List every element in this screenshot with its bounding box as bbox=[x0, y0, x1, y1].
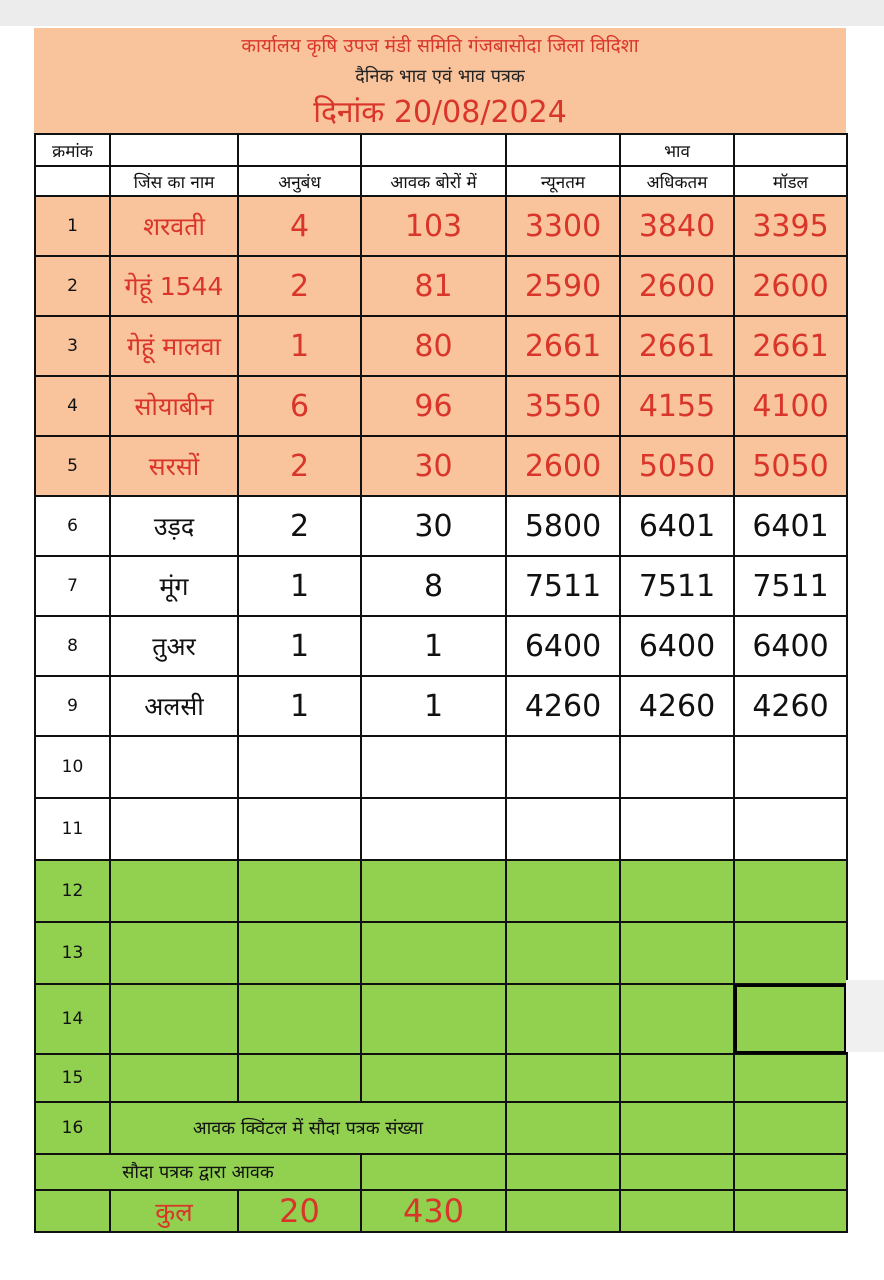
serial-cell: 14 bbox=[35, 984, 110, 1054]
modal-price-cell: 5050 bbox=[734, 436, 847, 496]
contract-header: अनुबंध bbox=[238, 166, 361, 196]
contract-cell: 6 bbox=[238, 376, 361, 436]
arrival-cell: 1 bbox=[361, 676, 506, 736]
serial-cell: 13 bbox=[35, 922, 110, 984]
commodity-header: जिंस का नाम bbox=[110, 166, 238, 196]
empty-cell bbox=[734, 1102, 847, 1154]
price-group-header: भाव bbox=[620, 134, 734, 166]
contract-cell: 1 bbox=[238, 556, 361, 616]
table-row bbox=[35, 676, 847, 736]
modal-price-cell: 6401 bbox=[734, 496, 847, 556]
max-price-cell: 2661 bbox=[620, 316, 734, 376]
modal-header: मॉडल bbox=[734, 166, 847, 196]
commodity-cell: गेहूं मालवा bbox=[110, 316, 238, 376]
total-label: कुल bbox=[110, 1190, 238, 1232]
serial-header: क्रमांक bbox=[35, 134, 110, 166]
empty-cell bbox=[620, 922, 734, 984]
commodity-cell: सोयाबीन bbox=[110, 376, 238, 436]
commodity-cell: सरसों bbox=[110, 436, 238, 496]
total-row bbox=[35, 1190, 847, 1232]
empty-cell bbox=[620, 984, 734, 1054]
min-price-cell: 5800 bbox=[506, 496, 620, 556]
table-row bbox=[35, 256, 847, 316]
serial-cell: 3 bbox=[35, 316, 110, 376]
arrival-cell: 1 bbox=[361, 616, 506, 676]
arrival-cell: 30 bbox=[361, 436, 506, 496]
contract-cell: 4 bbox=[238, 196, 361, 256]
empty-row bbox=[35, 736, 847, 798]
empty-cell bbox=[35, 1190, 110, 1232]
empty-cell bbox=[361, 1154, 506, 1190]
max-price-cell: 4260 bbox=[620, 676, 734, 736]
empty-cell bbox=[110, 984, 238, 1054]
max-header: अधिकतम bbox=[620, 166, 734, 196]
modal-price-cell: 4100 bbox=[734, 376, 847, 436]
empty-cell bbox=[620, 860, 734, 922]
commodity-cell: उड़द bbox=[110, 496, 238, 556]
commodity-cell: शरवती bbox=[110, 196, 238, 256]
serial-cell: 7 bbox=[35, 556, 110, 616]
table-row bbox=[35, 316, 847, 376]
min-price-cell: 6400 bbox=[506, 616, 620, 676]
arrival-cell: 96 bbox=[361, 376, 506, 436]
empty-cell bbox=[238, 922, 361, 984]
serial-cell: 9 bbox=[35, 676, 110, 736]
modal-price-cell: 2661 bbox=[734, 316, 847, 376]
table-row bbox=[35, 436, 847, 496]
max-price-cell: 4155 bbox=[620, 376, 734, 436]
table-row bbox=[35, 616, 847, 676]
empty-cell bbox=[361, 860, 506, 922]
max-price-cell: 6400 bbox=[620, 616, 734, 676]
empty-cell bbox=[620, 736, 734, 798]
empty-cell bbox=[506, 860, 620, 922]
modal-price-cell: 2600 bbox=[734, 256, 847, 316]
sauda-count-label: आवक क्विंटल में सौदा पत्रक संख्या bbox=[110, 1102, 506, 1154]
empty-row bbox=[35, 922, 847, 984]
empty-cell bbox=[238, 860, 361, 922]
header-row-1 bbox=[35, 134, 847, 166]
min-price-cell: 3550 bbox=[506, 376, 620, 436]
contract-cell: 2 bbox=[238, 496, 361, 556]
sauda-count-row bbox=[35, 1102, 847, 1154]
contract-cell: 2 bbox=[238, 256, 361, 316]
serial-cell: 8 bbox=[35, 616, 110, 676]
min-price-cell: 4260 bbox=[506, 676, 620, 736]
empty-row bbox=[35, 798, 847, 860]
serial-cell: 11 bbox=[35, 798, 110, 860]
serial-cell: 1 bbox=[35, 196, 110, 256]
table-row bbox=[35, 556, 847, 616]
top-strip bbox=[0, 0, 884, 26]
arrival-cell: 8 bbox=[361, 556, 506, 616]
empty-cell bbox=[506, 1190, 620, 1232]
serial-cell: 12 bbox=[35, 860, 110, 922]
empty-cell bbox=[506, 736, 620, 798]
max-price-cell: 6401 bbox=[620, 496, 734, 556]
serial-cell: 4 bbox=[35, 376, 110, 436]
empty-cell bbox=[110, 860, 238, 922]
contract-cell: 1 bbox=[238, 616, 361, 676]
modal-price-cell: 3395 bbox=[734, 196, 847, 256]
empty-cell bbox=[506, 1154, 620, 1190]
serial-cell: 10 bbox=[35, 736, 110, 798]
empty-cell bbox=[620, 1102, 734, 1154]
arrival-header: आवक बोरों में bbox=[361, 166, 506, 196]
empty-cell bbox=[238, 984, 361, 1054]
sheet-date: दिनांक 20/08/2024 bbox=[313, 95, 567, 130]
contract-cell: 1 bbox=[238, 676, 361, 736]
empty-cell bbox=[110, 922, 238, 984]
empty-cell bbox=[734, 736, 847, 798]
serial-cell: 15 bbox=[35, 1054, 110, 1102]
header-row-2 bbox=[35, 166, 847, 196]
empty-cell bbox=[734, 798, 847, 860]
empty-cell bbox=[361, 984, 506, 1054]
empty-cell bbox=[734, 922, 847, 984]
empty-cell bbox=[361, 736, 506, 798]
empty-cell bbox=[506, 984, 620, 1054]
office-title: कार्यालय कृषि उपज मंडी समिति गंजबासोदा जिला विदिशा bbox=[241, 35, 639, 57]
price-table bbox=[34, 133, 848, 1233]
empty-cell bbox=[506, 798, 620, 860]
empty-cell bbox=[506, 1102, 620, 1154]
modal-price-cell: 6400 bbox=[734, 616, 847, 676]
empty-cell bbox=[361, 798, 506, 860]
table-row bbox=[35, 196, 847, 256]
modal-price-cell: 4260 bbox=[734, 676, 847, 736]
serial-cell: 6 bbox=[35, 496, 110, 556]
min-price-cell: 3300 bbox=[506, 196, 620, 256]
contract-cell: 2 bbox=[238, 436, 361, 496]
empty-cell bbox=[110, 798, 238, 860]
commodity-cell: तुअर bbox=[110, 616, 238, 676]
min-price-cell: 2600 bbox=[506, 436, 620, 496]
empty-cell bbox=[238, 736, 361, 798]
min-price-cell: 2661 bbox=[506, 316, 620, 376]
empty-cell bbox=[238, 1054, 361, 1102]
serial-cell: 16 bbox=[35, 1102, 110, 1154]
modal-price-cell: 7511 bbox=[734, 556, 847, 616]
table-row bbox=[35, 496, 847, 556]
sauda-arrival-label: सौदा पत्रक द्वारा आवक bbox=[35, 1154, 361, 1190]
serial-cell: 2 bbox=[35, 256, 110, 316]
price-sheet bbox=[34, 28, 846, 1236]
empty-cell bbox=[361, 1054, 506, 1102]
empty-cell bbox=[734, 1190, 847, 1232]
max-price-cell: 2600 bbox=[620, 256, 734, 316]
min-price-cell: 7511 bbox=[506, 556, 620, 616]
empty-cell bbox=[734, 1054, 847, 1102]
min-header: न्यूनतम bbox=[506, 166, 620, 196]
empty-cell bbox=[734, 860, 847, 922]
arrival-cell: 30 bbox=[361, 496, 506, 556]
empty-cell bbox=[506, 1054, 620, 1102]
total-arrival: 430 bbox=[361, 1190, 506, 1232]
empty-cell bbox=[620, 1154, 734, 1190]
empty-row bbox=[35, 984, 847, 1054]
empty-cell bbox=[238, 798, 361, 860]
empty-cell bbox=[506, 922, 620, 984]
empty-cell bbox=[620, 798, 734, 860]
empty-row bbox=[35, 860, 847, 922]
empty-cell bbox=[361, 922, 506, 984]
empty-cell bbox=[110, 736, 238, 798]
empty-cell bbox=[620, 1054, 734, 1102]
max-price-cell: 3840 bbox=[620, 196, 734, 256]
max-price-cell: 7511 bbox=[620, 556, 734, 616]
serial-cell: 5 bbox=[35, 436, 110, 496]
total-contract: 20 bbox=[238, 1190, 361, 1232]
commodity-cell: अलसी bbox=[110, 676, 238, 736]
empty-cell bbox=[620, 1190, 734, 1232]
arrival-cell: 81 bbox=[361, 256, 506, 316]
sheet-header bbox=[34, 28, 846, 133]
table-row bbox=[35, 376, 847, 436]
empty-cell bbox=[734, 984, 847, 1054]
min-price-cell: 2590 bbox=[506, 256, 620, 316]
empty-cell bbox=[110, 1054, 238, 1102]
max-price-cell: 5050 bbox=[620, 436, 734, 496]
contract-cell: 1 bbox=[238, 316, 361, 376]
sheet-subtitle: दैनिक भाव एवं भाव पत्रक bbox=[355, 66, 525, 87]
arrival-cell: 103 bbox=[361, 196, 506, 256]
side-overlay bbox=[846, 980, 884, 1052]
commodity-cell: मूंग bbox=[110, 556, 238, 616]
arrival-cell: 80 bbox=[361, 316, 506, 376]
sauda-arrival-row bbox=[35, 1154, 847, 1190]
empty-cell bbox=[734, 1154, 847, 1190]
empty-row bbox=[35, 1054, 847, 1102]
commodity-cell: गेहूं 1544 bbox=[110, 256, 238, 316]
